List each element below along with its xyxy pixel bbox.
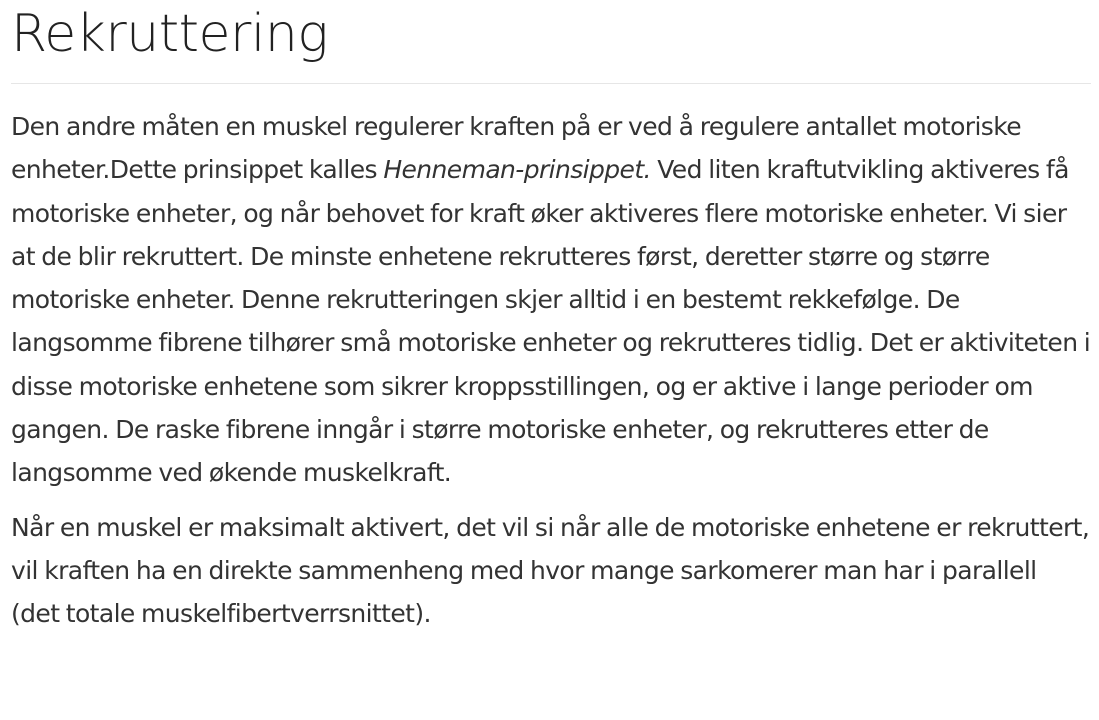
paragraph-henneman xyxy=(11,105,1091,495)
title-divider xyxy=(11,83,1091,84)
emphasized-term: Henneman-prinsippet. xyxy=(383,155,651,185)
paragraph-max-activation: Når en muskel er maksimalt aktivert, det vil si når alle de motoriske enhetene er rekruttert, vil kraften ha en direkte sammenheng med hvor mange sarkomerer man har i parallell (det totale muskelfibertverrsnittet). xyxy=(11,512,1090,629)
article-body xyxy=(11,105,1091,636)
paragraph-text: Ved liten kraftutvikling aktiveres få motoriske enheter, og når behovet for kraft øker aktiveres flere motoriske enheter. Vi sier at de blir rekruttert. De minste enhetene rekrutteres først, deretter større og større motoriske enheter. Denne rekrutteringen skjer alltid i en bestemt rekkefølge. De langsomme fibrene tilhører små motoriske enheter og rekrutteres tidlig. Det er aktiviteten i disse motoriske enhetene som sikrer kroppsstillingen, og er aktive i lange perioder om gangen. De raske fibrene inngår i større motoriske enheter, og rekrutteres etter de langsomme ved økende muskelkraft. xyxy=(11,155,1091,488)
paragraph-text: Den andre måten en muskel regulerer kraften på er ved å regulere antallet motoriske enheter.Dette prinsippet kalles xyxy=(11,112,1021,185)
page-title: Rekruttering xyxy=(11,4,328,64)
